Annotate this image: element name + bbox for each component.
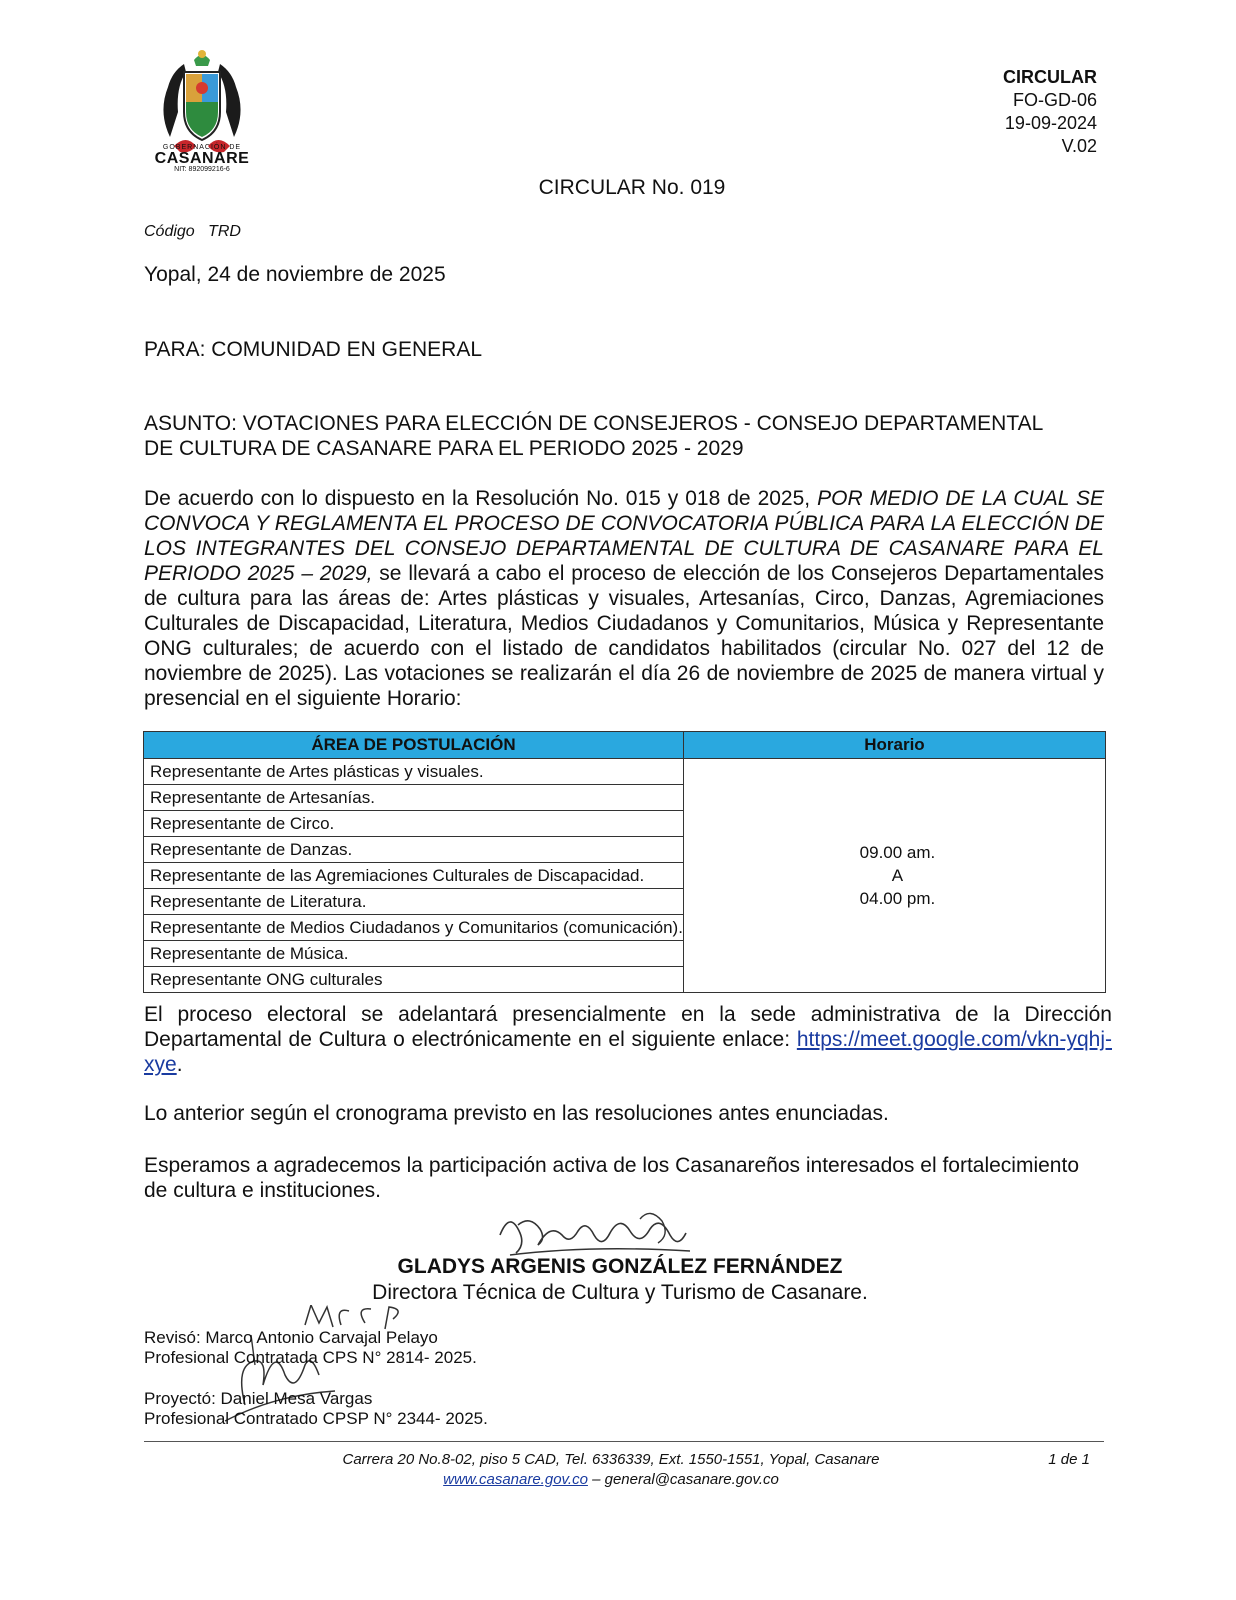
esperamos-paragraph [144, 1153, 1134, 1203]
signatory-role: Directora Técnica de Cultura y Turismo de Casanare. [372, 1281, 868, 1304]
col-header-area: ÁREA DE POSTULACIÓN [144, 732, 684, 759]
table-row: Representante de Medios Ciudadanos y Comunitarios (comunicación). [144, 915, 684, 941]
table-row: Representante de Artesanías. [144, 785, 684, 811]
website-link[interactable]: www.casanare.gov.co [443, 1471, 588, 1488]
logo-nit-label: NIT: 892099216-6 [174, 166, 230, 173]
asunto-line-1: ASUNTO: VOTACIONES PARA ELECCIÓN DE CONSEJEROS - CONSEJO DEPARTAMENTAL [144, 412, 1044, 435]
project-author: Proyectó: Daniel Mesa Vargas [144, 1389, 373, 1408]
body-paragraph [144, 486, 1104, 711]
esperamos-line-2: de cultura e instituciones. [144, 1179, 381, 1202]
table-row: Representante de Circo. [144, 811, 684, 837]
footer-address: Carrera 20 No.8-02, piso 5 CAD, Tel. 6336339, Ext. 1550-1551, Yopal, Casanare [342, 1451, 880, 1468]
table-row: Representante de Literatura. [144, 889, 684, 915]
process-end: . [176, 1053, 183, 1076]
circular-number: CIRCULAR No. 019 [538, 176, 726, 199]
signatory-name: GLADYS ARGENIS GONZÁLEZ FERNÁNDEZ [397, 1255, 843, 1278]
body-rest: se llevará a cabo el proceso de elección de los Consejeros Departamentales de cultura para las áreas de: Artes plásticas y visuales, Artesanías, Circo, Danzas, Agremiaciones Culturales de Discapacidad, Literatura, Medios Ciudadanos y Comunitarios, Música y Representante ONG culturales; de acuerdo con el listado de candidatos habilitados (circular No. 027 del 12 de noviembre de 2025). Las votaciones se realizarán el día 26 de noviembre de 2025 de manera virtual y presencial en el siguiente Horario: [144, 562, 1104, 710]
table-row: Representante de Música. [144, 941, 684, 967]
esperamos-line-1: Esperamos a agradecemos la participación activa de los Casanareños interesados el fortalecimiento [144, 1154, 1080, 1177]
body-intro: De acuerdo con lo dispuesto en la Resolución No. 015 y 018 de 2025, [144, 487, 818, 510]
table-row: Representante ONG culturales [144, 967, 684, 993]
footer-email: – general@casanare.gov.co [587, 1471, 779, 1488]
logo-casanare-label: CASANARE [154, 150, 250, 167]
process-text: El proceso electoral se adelantará presencialmente en la sede administrativa de la Dirección Departamental de Cultura o electrónicamente en el siguiente enlace: [144, 1003, 1112, 1051]
form-date: 19-09-2024 [1004, 113, 1097, 133]
logo-text [140, 144, 264, 173]
page-number: 1 de 1 [1048, 1451, 1090, 1468]
place-date: Yopal, 24 de noviembre de 2025 [144, 263, 446, 286]
reviewer-block [144, 1328, 477, 1368]
areas-schedule-table [143, 731, 1106, 993]
horario-cell [683, 759, 1105, 993]
codigo-trd: Código TRD [144, 223, 241, 240]
table-row: Representante de Danzas. [144, 837, 684, 863]
process-paragraph [144, 1002, 1112, 1077]
reviewer-role: Profesional Contratada CPS N° 2814- 2025. [144, 1348, 477, 1367]
form-code-block [1003, 66, 1097, 158]
anterior-paragraph: Lo anterior según el cronograma previsto en las resoluciones antes enunciadas. [144, 1102, 889, 1125]
table-row: Representante de Artes plásticas y visuales. [144, 759, 684, 785]
asunto-line-2: DE CULTURA DE CASANARE PARA EL PERIODO 2025 - 2029 [144, 437, 744, 460]
form-type: CIRCULAR [1003, 67, 1097, 87]
footer-contact [0, 1471, 1236, 1488]
project-block [144, 1389, 488, 1429]
logo-gov-label: GOBERNACIÓN DE [162, 144, 242, 151]
para-line: PARA: COMUNIDAD EN GENERAL [144, 338, 482, 361]
asunto [144, 411, 1114, 461]
form-code: FO-GD-06 [1012, 90, 1097, 110]
table-row: Representante de las Agremiaciones Culturales de Discapacidad. [144, 863, 684, 889]
horario-start: 09.00 am. [859, 843, 936, 862]
project-author-role: Profesional Contratado CPSP N° 2344- 2025. [144, 1409, 488, 1428]
horario-sep: A [891, 866, 904, 885]
horario-end: 04.00 pm. [859, 889, 936, 908]
body-resolution-title: POR MEDIO DE LA CUAL SE CONVOCA Y REGLAMENTA EL PROCESO DE CONVOCATORIA PÚBLICA PARA LA ELECCIÓN DE LOS INTEGRANTES DEL CONSEJO DEPARTAMENTAL DE CULTURA DE CASANARE PARA EL PERIODO 2025 – 2029, [144, 487, 1105, 585]
form-version: V.02 [1061, 136, 1097, 156]
reviewer-name: Revisó: Marco Antonio Carvajal Pelayo [144, 1328, 438, 1347]
footer-divider [144, 1441, 1104, 1442]
col-header-horario: Horario [683, 732, 1105, 759]
meet-link[interactable]: https://meet.google.com/vkn-yqhj-xye [144, 1028, 1112, 1076]
